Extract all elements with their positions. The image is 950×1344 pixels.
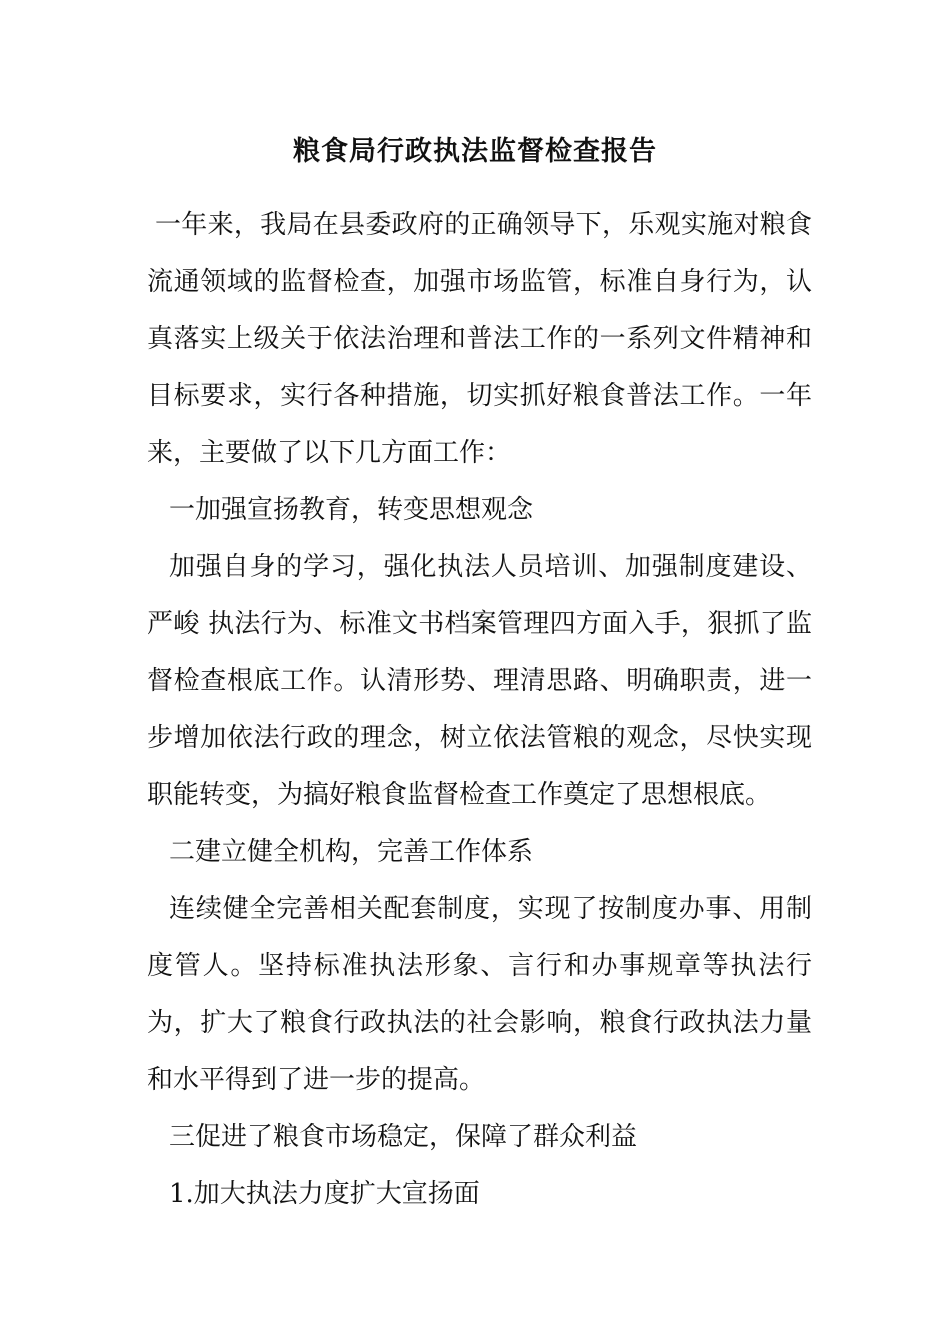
- subsection-heading-1: 1.加大执法力度扩大宣扬面: [169, 1179, 480, 1209]
- document-body: [147, 197, 812, 1223]
- section-heading-1: 一加强宣扬教育，转变思想观念: [169, 495, 534, 525]
- section-paragraph-2: 连续健全完善相关配套制度，实现了按制度办事、用制度管人。坚持标准执法形象、言行和办事规章等执法行为，扩大了粮食行政执法的社会影响，粮食行政执法力量和水平得到了进一步的提高。: [147, 894, 812, 1095]
- intro-paragraph: 一年来，我局在县委政府的正确领导下，乐观实施对粮食流通领域的监督检查，加强市场监管，标准自身行为，认真落实上级关于依法治理和普法工作的一系列文件精神和目标要求，实行各种措施，切实抓好粮食普法工作。一年来，主要做了以下几方面工作：: [147, 210, 812, 468]
- document-title: 粮食局行政执法监督检查报告: [293, 136, 657, 167]
- section-paragraph-1: 加强自身的学习，强化执法人员培训、加强制度建设、严峻 执法行为、标准文书档案管理四方面入手，狠抓了监督检查根底工作。认清形势、理清思路、明确职责，进一步增加依法行政的理念，树立依法管粮的观念，尽快实现职能转变，为搞好粮食监督检查工作奠定了思想根底。: [147, 552, 812, 810]
- section-heading-2: 二建立健全机构，完善工作体系: [169, 837, 534, 867]
- section-heading-3: 三促进了粮食市场稳定，保障了群众利益: [169, 1122, 638, 1152]
